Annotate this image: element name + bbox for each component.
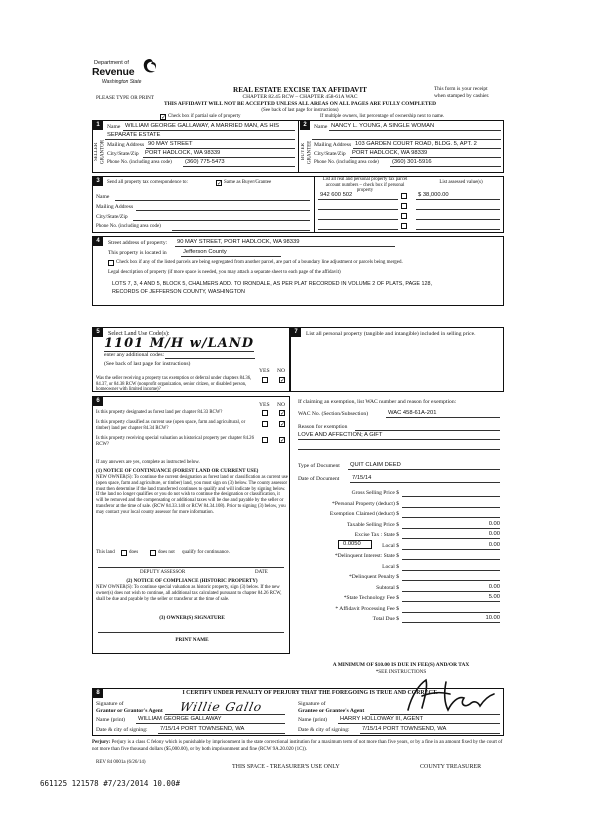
tax-row-value[interactable]: 0.00	[488, 583, 500, 590]
reason2-underline	[298, 439, 500, 440]
deputy-date-label: DATE	[255, 570, 268, 575]
exemption-deferral-yes[interactable]	[262, 377, 268, 383]
corr-city-label: City/State/Zip	[96, 214, 128, 220]
grantee-date[interactable]: 7/15/14 PORT TOWNSEND, WA	[362, 726, 447, 732]
current-use-yes[interactable]	[262, 421, 268, 427]
buyer-name-label: Name	[314, 124, 328, 130]
doc-type-label: Type of Document	[298, 463, 340, 469]
rev-number: REV 84 0001a (6/26/14)	[96, 760, 146, 765]
grantor-name-label: Name (print)	[96, 717, 126, 723]
yes-header-5: YES	[259, 368, 270, 374]
corr-mailing-underline	[136, 210, 310, 211]
assessed-row3	[416, 219, 500, 220]
buyer-city-label: City/State/Zip	[314, 151, 346, 157]
seller-phone-underline	[183, 166, 295, 167]
exemption-reason[interactable]: LOVE AND AFFECTION; A GIFT	[298, 432, 383, 438]
type-note: PLEASE TYPE OR PRINT	[96, 95, 154, 101]
seller-city-label: City/State/Zip	[107, 151, 139, 157]
grantor-sig-label-2: Grantor or Grantor's Agent	[96, 708, 163, 714]
owner-signature-label: (3) OWNER(S) SIGNATURE	[159, 615, 225, 621]
seller-side-label: SELLER GRANTOR	[94, 139, 106, 165]
seller-mailing-underline	[146, 148, 295, 149]
section-8-number: 8	[93, 689, 103, 698]
grantee-sig-label-1: Signature of	[298, 701, 326, 707]
land-use-code[interactable]: 1101 M/H w/LAND	[104, 336, 254, 351]
doc-type-underline	[348, 469, 500, 470]
seller-mailing[interactable]: 90 MAY STREET	[148, 141, 193, 147]
seller-name-line1[interactable]: WILLIAM GEORGE GALLAWAY, A MARRIED MAN, AS HIS	[125, 123, 279, 129]
no-header-5: NO	[277, 368, 286, 374]
perjury-text-1: Perjury is a class C felony which is punishable by imprisonment in the state correctional institution for a maximum term of not more than five years, or by	[111, 740, 421, 745]
assessed-row2	[416, 209, 500, 210]
this-land-label: This land	[96, 550, 115, 555]
assessed-row4	[416, 229, 500, 230]
street-address[interactable]: 90 MAY STREET, PORT HADLOCK, WA 98339	[177, 239, 300, 245]
grantee-signature[interactable]	[398, 674, 498, 718]
tax-row-label: Taxable Selling Price $	[347, 521, 399, 528]
form-see-back: (See back of last page for instructions)	[261, 108, 339, 113]
buyer-side-label: BUYER GRANTEE	[301, 140, 313, 164]
wac-label: WAC No. (Section/Subsection)	[298, 411, 369, 417]
print-name-underline	[98, 632, 284, 633]
parcel-row1	[318, 199, 398, 200]
wac-underline	[386, 417, 500, 418]
street-underline	[175, 246, 395, 247]
does-checkbox[interactable]	[121, 550, 127, 556]
agency-line2: Revenue	[92, 66, 135, 78]
receipt-note-2: when stamped by cashier.	[434, 93, 490, 99]
located-in-label: This property is located in	[108, 250, 167, 256]
doc-date-underline	[350, 482, 500, 483]
tax-row-underline	[402, 496, 500, 497]
seller-name-label: Name	[107, 124, 121, 130]
assessed-value[interactable]: $ 38,000.00	[418, 192, 449, 198]
historic-no[interactable]: ✓	[280, 437, 286, 444]
tax-row-underline	[402, 612, 500, 613]
parcel-header: List all real and personal property tax parcel account numbers – check box if personal property	[322, 177, 408, 194]
grantor-sig-label-1: Signature of	[96, 701, 124, 707]
parcel-pp-checkbox-3[interactable]	[401, 213, 407, 219]
recording-stamp: 661125 121578 #7/23/2014 10.00#	[40, 779, 180, 788]
tax-row-underline	[402, 580, 500, 581]
assessed-row1	[416, 199, 500, 200]
county-underline	[181, 256, 281, 257]
section-7-number: 7	[291, 328, 301, 337]
corr-name-underline	[115, 200, 310, 201]
forest-no[interactable]: ✓	[280, 410, 286, 417]
tax-row-label: *Delinquent Penalty $	[348, 574, 399, 580]
section-divider	[298, 120, 299, 173]
tax-row-underline	[402, 559, 500, 560]
seller-phone[interactable]: (360) 775-5473	[185, 159, 225, 165]
historic-yes[interactable]	[262, 437, 268, 443]
corr-phone-underline	[172, 230, 310, 231]
grantee-name[interactable]: HARRY HOLLOWAY III, AGENT	[340, 716, 424, 722]
segregated-label: Check box if any of the listed parcels are being segregated from another parcel, are part of a boundary line adjustment or parcels being merged.	[116, 260, 403, 265]
grantor-name-underline	[136, 723, 285, 724]
tax-row-label: * Affidavit Processing Fee $	[335, 605, 399, 612]
doc-type[interactable]: QUIT CLAIM DEED	[350, 462, 401, 468]
doc-date[interactable]: 7/15/14	[352, 475, 372, 481]
personal-property-label: List all personal property (tangible and intangible) included in selling price.	[306, 331, 476, 337]
same-as-buyer-checkbox[interactable]: ✓	[217, 180, 223, 187]
forest-yes[interactable]	[262, 410, 268, 416]
perjury-block	[92, 740, 504, 753]
deputy-assessor-label: DEPUTY ASSESSOR	[140, 570, 186, 575]
corr-mailing-label: Mailing Address	[96, 204, 134, 210]
tax-row-label: *State Technology Fee $	[343, 595, 399, 601]
reason-underline	[355, 430, 500, 431]
additional-codes-underline	[165, 358, 255, 359]
tax-row-value[interactable]: 10.00	[485, 615, 500, 621]
deputy-underline	[98, 567, 284, 568]
tax-row-value[interactable]: 5.00	[488, 594, 500, 600]
grantee-sig-label-2: Grantee or Grantee's Agent	[298, 708, 365, 714]
notice-continuance-body: NEW OWNER(S): To continue the current designation as forest land or classification as current use (open space, farm and agriculture, or timber) land, you must sign on (3) below. The county assessor must then determine if the land transferred continues to qualify and will indicate by signing below. If the land no longer qualifies or you do not wish to continue the designation or classification, it will be removed and the compensating or additional taxes will be due and payable by the seller or transferor at the time of sale. (RCW 84.33.140 or RCW 84.34.108). Prior to signing (3) below, you may contact your local county assessor for more information.	[96, 475, 288, 515]
section-5-number: 5	[93, 328, 103, 337]
tax-row-label: Gross Selling Price $	[351, 490, 399, 496]
segregated-checkbox[interactable]	[108, 260, 114, 266]
partial-sale-label: Check box if partial sale of property	[168, 114, 241, 119]
minimum-due-note: A MINIMUM OF $10.00 IS DUE IN FEE(S) AND/OR TAX	[332, 662, 470, 668]
parcel-pp-checkbox-4[interactable]	[401, 223, 407, 229]
legal-line-2[interactable]: RECORDS OF JEFFERSON COUNTY, WASHINGTON	[112, 289, 245, 295]
parcel-number[interactable]: 942 600 502	[320, 192, 353, 198]
tax-row-label: *Personal Property (deduct) $	[332, 500, 399, 507]
seller-mailing-label: Mailing Address	[107, 142, 145, 148]
same-as-buyer-label: Same as Buyer/Grantee	[224, 180, 272, 185]
street-address-label: Street address of property:	[108, 240, 168, 246]
yes-header-6: YES	[259, 402, 270, 408]
tax-row-underline	[402, 507, 500, 508]
tax-row-underline	[402, 570, 500, 571]
historic-question: Is this property receiving special valuation as historical property per chapter 84.26 RCW?	[96, 436, 254, 447]
partial-sale-checkbox[interactable]: ✓	[161, 114, 167, 121]
grantor-date[interactable]: 7/15/14 PORT TOWNSEND, WA	[160, 726, 245, 732]
grantor-signature[interactable]: Willie Gallo	[178, 700, 264, 714]
parcel-pp-checkbox-1[interactable]	[401, 193, 407, 199]
buyer-phone-label: Phone No. (including area code)	[314, 160, 379, 165]
tax-row-label: *Delinquent Interest: State $	[334, 553, 399, 559]
agency-line1: Department of	[94, 60, 129, 66]
current-use-no[interactable]: ✓	[280, 421, 286, 428]
form-chapter: CHAPTER 82.45 RCW – CHAPTER 458-61A WAC	[242, 94, 358, 100]
wac-number[interactable]: WAC 458-61A-201	[388, 410, 437, 416]
perjury-label: Perjury:	[92, 740, 111, 745]
tax-row-underline	[402, 591, 500, 592]
legal-line-1[interactable]: LOTS 7, 3, 4 AND 5, BLOCK 5, CHALMERS ADD. TO IRONDALE, AS PER PLAT RECORDED IN VOLUME 2 OF PLATS, PAGE 128,	[112, 281, 432, 287]
section-2-number: 2	[300, 121, 310, 130]
assessed-header: List assessed value(s)	[439, 180, 483, 185]
local-rate[interactable]: 0.0050	[343, 541, 361, 547]
receipt-note-1: This form is your receipt	[434, 86, 488, 92]
grantor-date-underline	[158, 733, 285, 734]
tax-row-label: Exemption Claimed (deduct) $	[329, 511, 399, 517]
form-warning: THIS AFFIDAVIT WILL NOT BE ACCEPTED UNLESS ALL AREAS ON ALL PAGES ARE FULLY COMPLETED	[163, 101, 436, 107]
does-not-checkbox[interactable]	[150, 550, 156, 556]
notice-continuance-title: (1) NOTICE OF CONTINUANCE (FOREST LAND OR CURRENT USE)	[96, 468, 259, 474]
section-1-number: 1	[93, 121, 103, 130]
buyer-city[interactable]: PORT HADLOCK, WA 98339	[352, 150, 428, 156]
notice-compliance-title: (2) NOTICE OF COMPLIANCE (HISTORIC PROPERTY)	[126, 578, 258, 584]
additional-codes-label: enter any additional codes:	[104, 352, 165, 358]
seller-city[interactable]: PORT HADLOCK, WA 98339	[145, 150, 221, 156]
county-treasurer: COUNTY TREASURER	[420, 764, 482, 770]
revenue-swirl-icon	[142, 58, 158, 76]
claim-exemption-label: If claiming an exemption, list WAC number and reason for exemption:	[298, 399, 457, 405]
agency-line3: Washington State	[102, 79, 142, 85]
buyer-phone-underline	[390, 166, 501, 167]
corr-phone-label: Phone No. (including area code)	[96, 224, 161, 229]
see-instructions-note: *SEE INSTRUCTIONS	[375, 669, 427, 675]
parcel-row2	[318, 209, 398, 210]
section-3-divider	[314, 176, 315, 233]
notice-compliance-body: NEW OWNER(S): To continue special valuation as historic property, sign (3) below. If the new owner(s) does not wish to continue, all additional tax calculated pursuant to chapter 84.26 RCW, shall be due and payable by the seller or transferor at the time of sale.	[96, 585, 282, 602]
section-4-number: 4	[93, 237, 103, 246]
certify-title: I CERTIFY UNDER PENALTY OF PERJURY THAT THE FOREGOING IS TRUE AND CORRECT.	[182, 690, 438, 696]
section-3-number: 3	[93, 177, 103, 186]
tax-row-label: Local $	[382, 563, 399, 570]
grantee-name-underline	[338, 723, 500, 724]
section-6-number: 6	[93, 397, 103, 406]
send-correspondence-label: Send all property tax correspondence to:	[107, 180, 188, 185]
buyer-mailing[interactable]: 103 GARDEN COURT ROAD, BLDG. 5, APT. 2	[355, 141, 477, 147]
tax-row-label: Total Due $	[372, 616, 399, 622]
buyer-mailing-underline	[353, 148, 501, 149]
grantee-date-label: Date & city of signing:	[298, 727, 350, 733]
tax-row-value[interactable]: 0.00	[488, 541, 500, 548]
seller-city-underline	[143, 157, 295, 158]
tax-row-label: Excise Tax : State $	[354, 532, 399, 538]
tax-row-underline	[402, 601, 500, 602]
print-name-label: PRINT NAME	[175, 637, 209, 643]
corr-name-label: Name	[96, 194, 110, 200]
grantor-name[interactable]: WILLIAM GEORGE GALLAWAY	[138, 716, 222, 722]
does-label: does	[129, 550, 139, 555]
buyer-name2-underline	[312, 139, 501, 140]
perjury-text-2: a fine in an amount fixed by the court of not more than five thousand dollars ($5,000.00), or by both imprisonment and fine (RCW 9A.20.020 (1C)).	[92, 740, 503, 752]
doc-date-label: Date of Document	[298, 476, 340, 482]
tax-row-underline	[402, 622, 500, 623]
grantee-date-underline	[360, 733, 500, 734]
buyer-mailing-label: Mailing Address	[314, 142, 352, 148]
tax-row-value[interactable]: 0.00	[488, 520, 500, 527]
reason-label: Reason for exemption	[298, 424, 348, 430]
grantee-name-label: Name (print)	[298, 717, 328, 723]
exemption-deferral-no[interactable]: ✓	[280, 377, 286, 384]
buyer-phone[interactable]: (360) 301-5916	[392, 159, 432, 165]
no-header-6: NO	[277, 402, 286, 408]
current-use-question: Is this property classified as current use (open space, farm and agricultural, or timber) land per chapter 84.34 RCW?	[96, 420, 246, 431]
tax-row-label: Local $	[382, 542, 399, 549]
parcel-row4	[318, 229, 398, 230]
exemption-deferral-question: Was the seller receiving a property tax exemption or deferral under chapters 84.36, 84.37, or 84.38 RCW (nonprofit organization, senior citizen, or disabled person, homeowner with limited income)?	[96, 376, 252, 393]
grantor-date-label: Date & city of signing:	[96, 727, 148, 733]
land-use-select-label: Select Land Use Code(s):	[108, 331, 170, 337]
buyer-name-underline	[329, 130, 501, 131]
agency-logo	[92, 58, 172, 92]
if-yes-note: If any answers are yes, complete as instructed below.	[96, 460, 200, 465]
parcel-pp-checkbox-2[interactable]	[401, 203, 407, 209]
seller-phone-label: Phone No. (including area code)	[107, 160, 172, 165]
tax-row-underline	[402, 538, 500, 539]
seller-name-underline	[123, 130, 295, 131]
tax-row-label: Subtotal $	[376, 584, 399, 591]
buyer-city-underline	[350, 157, 501, 158]
does-not-label: does not	[158, 550, 175, 555]
buyer-name[interactable]: NANCY L. YOUNG, A SINGLE WOMAN	[331, 123, 435, 129]
tax-row-underline	[402, 517, 500, 518]
county[interactable]: Jefferson County	[183, 249, 227, 255]
forest-question: Is this property designated as forest land per chapter 84.33 RCW?	[96, 410, 223, 415]
qualify-label: qualify for continuance.	[182, 550, 230, 555]
reason3-underline	[298, 449, 500, 450]
tax-row-underline	[402, 528, 500, 529]
corr-city-underline	[133, 220, 310, 221]
tax-row-value[interactable]: 0.00	[488, 531, 500, 537]
land-use-see-back: (See back of last page for instructions)	[104, 361, 191, 367]
parcel-row3	[318, 219, 398, 220]
tax-row-underline	[402, 549, 500, 550]
multiple-owners-note: If multiple owners, list percentage of ownership next to name.	[320, 114, 445, 119]
form-title: REAL ESTATE EXCISE TAX AFFIDAVIT	[233, 86, 367, 94]
treasurer-space: THIS SPACE - TREASURER'S USE ONLY	[232, 764, 340, 770]
legal-description-label: Legal description of property (if more space is needed, you may attach a separate sheet to each page of the affidavit)	[108, 270, 341, 275]
seller-name-line2[interactable]: SEPARATE ESTATE	[107, 132, 161, 138]
seller-name2-underline	[105, 139, 295, 140]
